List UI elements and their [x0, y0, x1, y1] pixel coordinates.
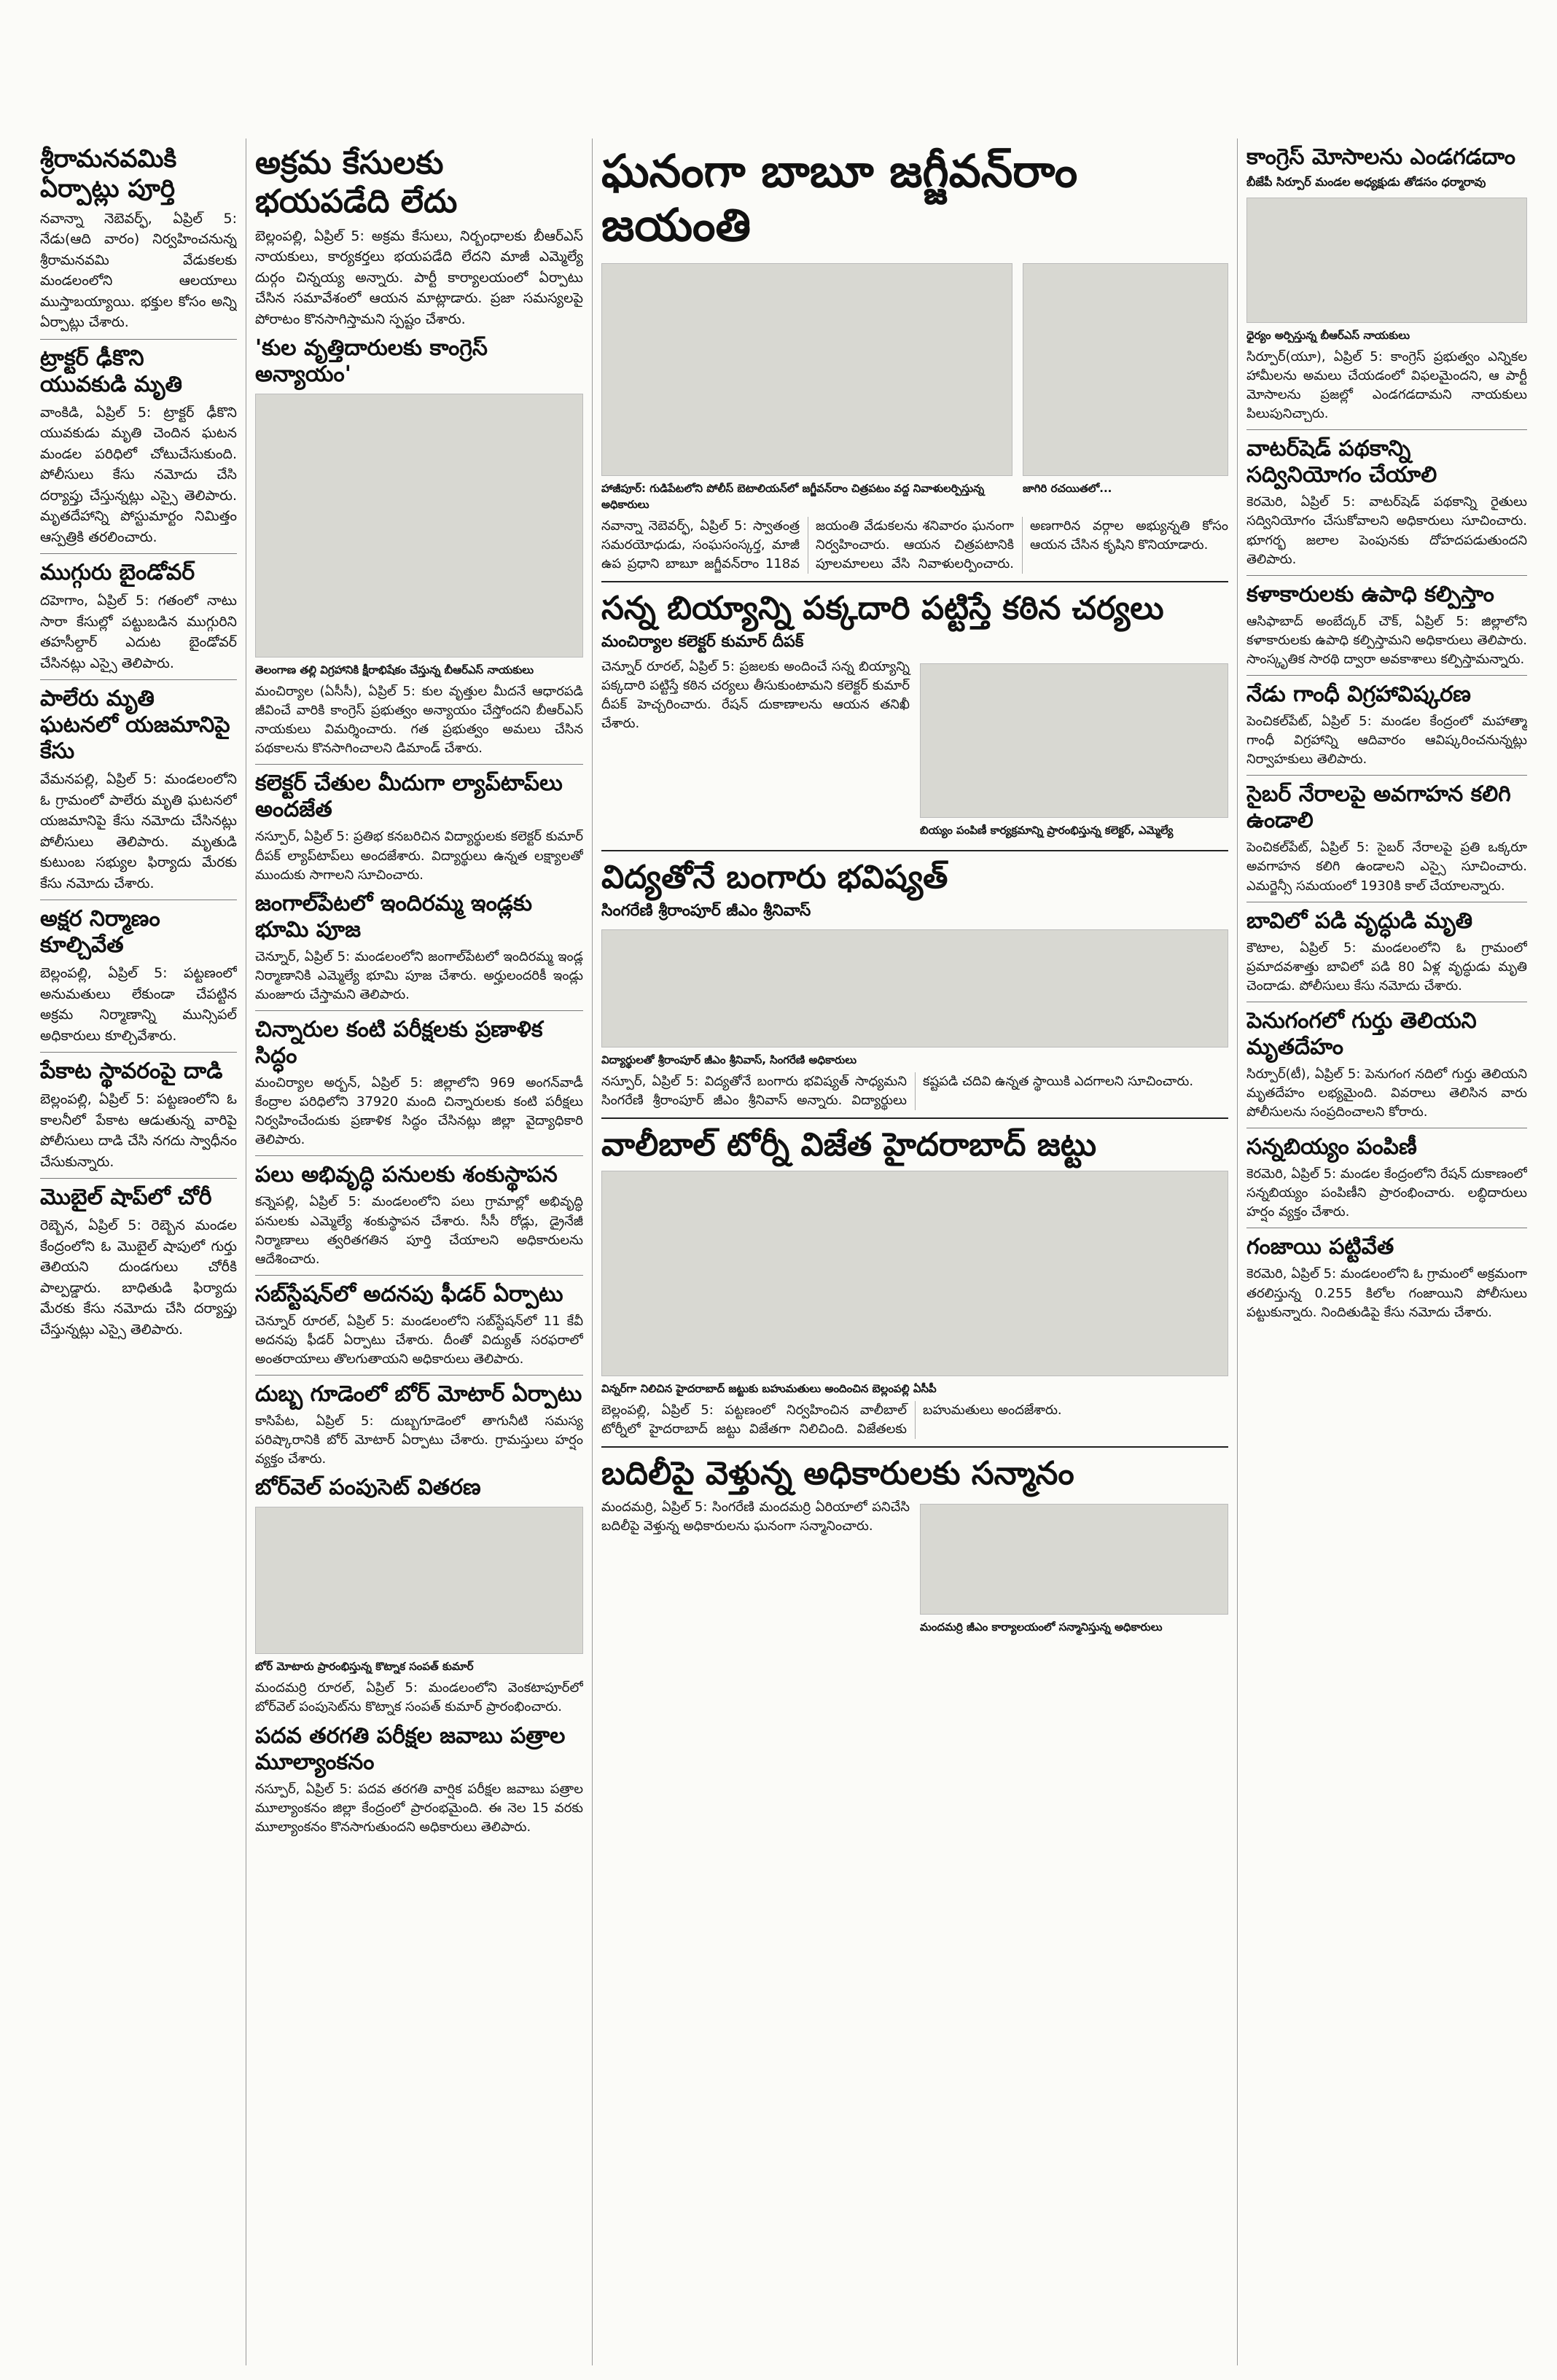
article-text: బెల్లంపల్లి, ఏప్రిల్ 5: పట్టణంలోని ఓ కాలనీలో పేకాట ఆడుతున్న వారిపై పోలీసులు దాడి చేసి నగదు స్వాధీనం చేసుకున్నారు.: [40, 1091, 237, 1170]
divider: [40, 553, 237, 554]
article-text: సిర్పూర్(యూ), ఏప్రిల్ 5: కాంగ్రెస్ ప్రభుత్వం ఎన్నికల హామీలను అమలు చేయడంలో విఫలమైందని, ఆ పార్టీ మోసాలను ప్రజల్లో ఎండగడదామని నాయకులు పిలుపునిచ్చారు.: [1246, 349, 1527, 422]
headline: కళాకారులకు ఉపాధి కల్పిస్తాం: [1246, 581, 1494, 607]
article-text: కౌటాల, ఏప్రిల్ 5: మండలంలోని ఓ గ్రామంలో ప్రమాదవశాత్తు బావిలో పడి 80 ఏళ్ల వృద్ధుడు మృతి చెందాడు. పోలీసులు కేసు నమోదు చేశారు.: [1246, 940, 1527, 994]
divider: [255, 1375, 583, 1376]
headline: జంగాల్‌పేటలో ఇందిరమ్మ ఇండ్లకు భూమి పూజ: [255, 890, 533, 943]
news-photo: [920, 663, 1228, 818]
divider: [255, 1275, 583, 1276]
photo-caption: బోర్ మోటారు ప్రారంభిస్తున్న కొట్నాక సంపత్ కుమార్: [255, 1660, 474, 1674]
photo-caption: బియ్యం పంపిణీ కార్యక్రమాన్ని ప్రారంభిస్తున్న కలెక్టర్, ఎమ్మెల్యే: [920, 823, 1174, 837]
photo-block: [920, 1498, 1228, 1639]
headline: విద్యతోనే బంగారు భవిష్యత్: [601, 858, 948, 896]
headline: పేకాట స్థావరంపై దాడి: [40, 1058, 223, 1085]
article-text: కాసిపేట, ఏప్రిల్ 5: దుబ్బగూడెంలో తాగునీటి సమస్య పరిష్కారానికి బోర్ మోటార్ ఏర్పాటు చేశారు. గ్రామస్తులు హర్షం వ్యక్తం చేశారు.: [255, 1413, 583, 1467]
article-text: సిర్పూర్(టీ), ఏప్రిల్ 5: పెనుగంగ నదిలో గుర్తు తెలియని మృతదేహం లభ్యమైంది. వివరాలు తెలిసిన వారు పోలీసులను సంప్రదించాలని కోరారు.: [1246, 1066, 1527, 1120]
divider: [601, 1117, 1228, 1119]
column-4: [1246, 138, 1527, 2365]
headline: అక్రమ కేసులకు భయపడేది లేదు: [255, 144, 458, 220]
photo-caption: హాజీపూర్: గుడిపేటలోని పోలీస్ బెటాలియన్‌లో జగ్జీవన్‌రాం చిత్రపటం వద్ద నివాళులర్పిస్తున్న అధికారులు: [601, 481, 985, 511]
byline: సింగరేణి శ్రీరాంపూర్ జీఎం శ్రీనివాస్: [601, 901, 811, 920]
article-text: దహెగాం, ఏప్రిల్ 5: గతంలో నాటు సారా కేసుల్లో పట్టుబడిన ముగ్గురిని తహసీల్దార్ ఎదుట బైండోవర్ చేసినట్లు ఎస్సై తెలిపారు.: [40, 593, 237, 671]
divider: [40, 339, 237, 340]
news-photo: [255, 1507, 583, 1654]
divider: [1246, 775, 1527, 776]
news-photo: [1246, 198, 1527, 323]
article-text: వాంకిడి, ఏప్రిల్ 5: ట్రాక్టర్ ఢీకొని యువకుడు మృతి చెందిన ఘటన మండల పరిధిలో చోటుచేసుకుంది. పోలీసులు కేసు నమోదు చేసి దర్యాప్తు చేస్తున్నట్లు ఎస్సై తెలిపారు. మృతదేహాన్ని పోస్టుమార్టం నిమిత్తం ఆస్పత్రికి తరలించారు.: [40, 404, 237, 545]
article-text: వేమనపల్లి, ఏప్రిల్ 5: మండలంలోని ఓ గ్రామంలో పాలేరు మృతి ఘటనలో యజమానిపై కేసు నమోదు చేసినట్లు పోలీసులు తెలిపారు. మృతుడి కుటుంబ సభ్యుల ఫిర్యాదు మేరకు కేసు నమోదు చేశారు.: [40, 771, 237, 891]
headline: ట్రాక్టర్ ఢీకొని యువకుడి మృతి: [40, 345, 183, 397]
article-text: నస్పూర్, ఏప్రిల్ 5: ప్రతిభ కనబరిచిన విద్యార్థులకు కలెక్టర్ కుమార్ దీపక్ ల్యాప్‌టాప్‌లు అందజేశారు. విద్యార్థులు ఉన్నత లక్ష్యాలతో ముందుకు సాగాలని సూచించారు.: [255, 829, 583, 883]
article-columns: [601, 1072, 1228, 1110]
headline: సన్న బియ్యాన్ని పక్కదారి పట్టిస్తే కఠిన చర్యలు: [601, 590, 1164, 628]
photo-caption: తెలంగాణ తల్లి విగ్రహానికి క్షీరాభిషేకం చేస్తున్న బీఆర్ఎస్ నాయకులు: [255, 663, 534, 677]
headline: గంజాయి పట్టివేత: [1246, 1234, 1394, 1260]
article-row: [601, 658, 1228, 843]
article-text: మంచిర్యాల అర్బన్, ఏప్రిల్ 5: జిల్లాలోని 969 అంగన్‌వాడీ కేంద్రాల పరిధిలోని 37920 మంది చిన్నారులకు కంటి పరీక్షలు నిర్వహించేందుకు ప్రణాళిక సిద్ధం చేసినట్లు జిల్లా వైద్యాధికారి తెలిపారు.: [255, 1075, 583, 1148]
photo-block: [601, 257, 1012, 517]
photo-block: [920, 658, 1228, 843]
headline: పదవ తరగతి పరీక్షల జవాబు పత్రాల మూల్యాంకనం: [255, 1722, 566, 1775]
article-text: నవాన్నా నెబెవర్ఫ్, ఏప్రిల్ 5: స్వాతంత్ర సమరయోధుడు, సంఘసంస్కర్త, మాజీ ఉప ప్రధాని బాబూ జగ్జీవన్‌రాం 118వ జయంతి వేడుకలను శనివారం ఘనంగా నిర్వహించారు. ఆయన చిత్రపటానికి పూలమాలలు వేసి నివాళులర్పించారు. అణగారిన వర్గాల అభ్యున్నతి కోసం ఆయన చేసిన కృషిని కొనియాడారు.: [601, 518, 1228, 571]
article-text: నస్పూర్, ఏప్రిల్ 5: పదవ తరగతి వార్షిక పరీక్షల జవాబు పత్రాల మూల్యాంకనం జిల్లా కేంద్రంలో ప్రారంభమైంది. ఈ నెల 15 వరకు మూల్యాంకనం కొనసాగుతుందని అధికారులు తెలిపారు.: [255, 1781, 583, 1835]
headline: బావిలో పడి వృద్ధుడి మృతి: [1246, 908, 1473, 934]
divider: [255, 1155, 583, 1156]
divider: [1246, 575, 1527, 576]
article-text: కెరమెరి, ఏప్రిల్ 5: మండల కేంద్రంలోని రేషన్ దుకాణంలో సన్నబియ్యం పంపిణీని ప్రారంభించారు. లబ్ధిదారులు హర్షం వ్యక్తం చేశారు.: [1246, 1166, 1527, 1220]
photo-caption: విద్యార్థులతో శ్రీరాంపూర్ జీఎం శ్రీనివాస్, సింగరేణి అధికారులు: [601, 1053, 857, 1066]
article-text: మందమర్రి రూరల్, ఏప్రిల్ 5: మండలంలోని వెంకటాపూర్‌లో బోర్‌వెల్ పంపుసెట్‌ను కొట్నాక సంపత్ కుమార్ ప్రారంభించారు.: [255, 1680, 583, 1715]
divider: [255, 1010, 583, 1011]
news-photo: [920, 1504, 1228, 1615]
subheadline: 'కుల వృత్తిదారులకు కాంగ్రెస్ అన్యాయం': [255, 335, 488, 388]
divider: [40, 679, 237, 680]
headline: శ్రీరామనవమికి ఏర్పాట్లు పూర్తి: [40, 144, 177, 203]
headline: పెనుగంగలో గుర్తు తెలియని మృతదేహం: [1246, 1007, 1477, 1060]
article-text: పెంచికల్‌పేట్, ఏప్రిల్ 5: మండల కేంద్రంలో మహాత్మా గాంధీ విగ్రహాన్ని ఆదివారం ఆవిష్కరించనున్నట్లు నిర్వాహకులు తెలిపారు.: [1246, 714, 1527, 768]
headline: నేడు గాంధీ విగ్రహావిష్కరణ: [1246, 682, 1471, 708]
divider: [601, 850, 1228, 851]
article-text: పెంచికల్‌పేట్, ఏప్రిల్ 5: సైబర్ నేరాలపై ప్రతి ఒక్కరూ అవగాహన కలిగి ఉండాలని ఎస్సై సూచించారు. ఎమర్జెన్సీ సమయంలో 1930కి కాల్ చేయాలన్నారు.: [1246, 840, 1527, 894]
headline: వాటర్‌షెడ్ పథకాన్ని సద్వినియోగం చేయాలి: [1246, 436, 1437, 488]
subheadline: బోర్‌వెల్ పంపుసెట్ వితరణ: [255, 1475, 481, 1501]
article-text: బెల్లంపల్లి, ఏప్రిల్ 5: పట్టణంలో నిర్వహించిన వాలీబాల్ టోర్నీలో హైదరాబాద్ జట్టు విజేతగా నిలిచింది. విజేతలకు బహుమతులు అందజేశారు.: [601, 1402, 1062, 1437]
headline: పాలేరు మృతి ఘటనలో యజమానిపై కేసు: [40, 686, 230, 765]
byline: బీజేపీ సిర్పూర్ మండల అధ్యక్షుడు తోడసం ధర్మారావు: [1246, 175, 1486, 189]
article-row: [601, 1498, 1228, 1639]
photo-caption: మందమర్రి జీఎం కార్యాలయంలో సన్మానిస్తున్న అధికారులు: [920, 1620, 1163, 1634]
news-photo: [255, 394, 583, 658]
lead-headline: ఘనంగా బాబూ జగ్జీవన్‌రాం జయంతి: [601, 144, 1078, 252]
divider: [601, 1446, 1228, 1448]
divider: [1246, 429, 1527, 430]
article-text: ఆసిఫాబాద్ అంబేద్కర్ చౌక్, ఏప్రిల్ 5: జిల్లాలోని కళాకారులకు ఉపాధి కల్పిస్తామని అధికారులు తెలిపారు. సాంస్కృతిక సారథి ద్వారా అవకాశాలు కల్పిస్తామన్నారు.: [1246, 613, 1527, 667]
article-text: బెల్లంపల్లి, ఏప్రిల్ 5: అక్రమ కేసులు, నిర్బంధాలకు బీఆర్ఎస్ నాయకులు, కార్యకర్తలు భయపడేది లేదని మాజీ ఎమ్మెల్యే దుర్గం చిన్నయ్య అన్నారు. పార్టీ కార్యాలయంలో ఏర్పాటు చేసిన సమావేశంలో ఆయన మాట్లాడారు. ప్రజా సమస్యలపై పోరాటం కొనసాగిస్తామని స్పష్టం చేశారు.: [255, 227, 583, 327]
column-3: [601, 138, 1228, 2365]
headline: సైబర్ నేరాలపై అవగాహన కలిగి ఉండాలి: [1246, 781, 1511, 834]
news-photo: [601, 263, 1012, 476]
article-text: నవాన్నా నెబెవర్ఫ్, ఏప్రిల్ 5: నేడు(ఆది వారం) నిర్వహించనున్న శ్రీరామనవమి వేడుకలకు మండలంలోని ఆలయాలు ముస్తాబయ్యాయి. భక్తుల కోసం అన్ని ఏర్పాట్లు చేశారు.: [40, 210, 237, 331]
article-text: కెరమెరి, ఏప్రిల్ 5: మండలంలోని ఓ గ్రామంలో అక్రమంగా తరలిస్తున్న 0.255 కిలోల గంజాయిని పోలీసులు పట్టుకున్నారు. నిందితుడిపై కేసు నమోదు చేశారు.: [1246, 1266, 1527, 1320]
article-text: చెన్నూర్ రూరల్, ఏప్రిల్ 5: ప్రజలకు అందించే సన్న బియ్యాన్ని పక్కదారి పట్టిస్తే కఠిన చర్యలు తీసుకుంటామని కలెక్టర్ కుమార్ దీపక్ హెచ్చరించారు. రేషన్ దుకాణాలను ఆయన తనిఖీ చేశారు.: [601, 658, 910, 732]
text-block: [601, 658, 910, 843]
article-text: బెల్లంపల్లి, ఏప్రిల్ 5: పట్టణంలో అనుమతులు లేకుండా చేపట్టిన అక్రమ నిర్మాణాన్ని మున్సిపల్ అధికారులు కూల్చివేశారు.: [40, 965, 237, 1044]
headline: కాంగ్రెస్ మోసాలను ఎండగడదాం: [1246, 144, 1515, 170]
article-columns: [601, 517, 1228, 574]
headline: బదిలీపై వెళ్తున్న అధికారులకు సన్మానం: [601, 1454, 1074, 1492]
photo-row: [601, 257, 1228, 517]
column-rule: [1237, 138, 1238, 2365]
news-photo: [601, 1171, 1228, 1376]
article-text: మంచిర్యాల (ఏసీసీ), ఏప్రిల్ 5: కుల వృత్తుల మీదనే ఆధారపడి జీవించే వారికి కాంగ్రెస్ ప్రభుత్వం అన్యాయం చేస్తోందని బీఆర్ఎస్ నాయకులు విమర్శించారు. గత ప్రభుత్వం అమలు చేసిన పథకాలను కొనసాగించాలని డిమాండ్ చేశారు.: [255, 684, 583, 757]
news-photo: [601, 929, 1228, 1047]
column-rule: [592, 138, 593, 2365]
article-text: కెరమెరి, ఏప్రిల్ 5: వాటర్‌షెడ్ పథకాన్ని రైతులు సద్వినియోగం చేసుకోవాలని అధికారులు సూచించారు. భూగర్భ జలాల పెంపునకు దోహదపడుతుందని తెలిపారు.: [1246, 494, 1527, 567]
article-text: చెన్నూర్ రూరల్, ఏప్రిల్ 5: మండలంలోని సబ్‌స్టేషన్‌లో 11 కేవీ అదనపు ఫీడర్ ఏర్పాటు చేశారు. దీంతో విద్యుత్ సరఫరాలో అంతరాయాలు తొలగుతాయని అధికారులు తెలిపారు.: [255, 1313, 583, 1367]
photo-caption: ధైర్యం అర్పిస్తున్న బీఆర్ఎస్ నాయకులు: [1246, 329, 1410, 342]
photo-caption: జాగిరి రచయితలో...: [1023, 481, 1112, 495]
divider: [255, 764, 583, 765]
headline: పలు అభివృద్ధి పనులకు శంకుస్థాపన: [255, 1162, 558, 1188]
article-text: మందమర్రి, ఏప్రిల్ 5: సింగరేణి మందమర్రి ఏరియాలో పనిచేసి బదిలీపై వెళ్తున్న అధికారులను ఘనంగా సన్మానించారు.: [601, 1499, 910, 1534]
photo-caption: విన్నర్‌గా నిలిచిన హైదరాబాద్ జట్టుకు బహుమతులు అందించిన బెల్లంపల్లి ఏసీపీ: [601, 1381, 937, 1395]
headline: సబ్‌స్టేషన్‌లో అదనపు ఫీడర్ ఏర్పాటు: [255, 1281, 563, 1307]
headline: దుబ్బ గూడెంలో బోర్ మోటార్ ఏర్పాటు: [255, 1381, 582, 1408]
divider: [601, 581, 1228, 582]
headline: చిన్నారుల కంటి పరీక్షలకు ప్రణాళిక సిద్ధం: [255, 1017, 543, 1069]
article-columns: [601, 1401, 1228, 1439]
byline: మంచిర్యాల కలెక్టర్ కుమార్ దీపక్: [601, 632, 804, 651]
article-text: చెన్నూర్, ఏప్రిల్ 5: మండలంలోని జంగాల్‌పేటలో ఇందిరమ్మ ఇండ్ల నిర్మాణానికి ఎమ్మెల్యే భూమి పూజ చేశారు. అర్హులందరికీ ఇండ్లు మంజూరు చేస్తామని తెలిపారు.: [255, 948, 583, 1002]
divider: [1246, 675, 1527, 676]
divider: [40, 1178, 237, 1179]
photo-block: [1023, 257, 1228, 517]
headline: వాలీబాల్ టోర్నీ విజేత హైదరాబాద్ జట్టు: [601, 1125, 1097, 1163]
column-2: [255, 138, 583, 2365]
headline: అక్షర నిర్మాణం కూల్చివేత: [40, 906, 160, 959]
text-block: [601, 1498, 910, 1639]
headline: కలెక్టర్ చేతుల మీదుగా ల్యాప్‌టాప్‌లు అందజేత: [255, 770, 563, 823]
divider: [40, 1052, 237, 1053]
article-text: నస్పూర్, ఏప్రిల్ 5: విద్యతోనే బంగారు భవిష్యత్ సాధ్యమని సింగరేణి శ్రీరాంపూర్ జీఎం శ్రీనివాస్ అన్నారు. విద్యార్థులు కష్టపడి చదివి ఉన్నత స్థాయికి ఎదగాలని సూచించారు.: [601, 1073, 1194, 1108]
article-text: కన్నెపల్లి, ఏప్రిల్ 5: మండలంలోని పలు గ్రామాల్లో అభివృద్ధి పనులకు ఎమ్మెల్యే శంకుస్థాపన చేశారు. సీసీ రోడ్లు, డ్రైనేజీ నిర్మాణాలు త్వరితగతిన పూర్తి చేయాలని అధికారులను ఆదేశించారు.: [255, 1194, 583, 1267]
headline: మొబైల్ షాప్‌లో చోరీ: [40, 1185, 212, 1211]
headline: సన్నబియ్యం పంపిణీ: [1246, 1134, 1417, 1160]
article-text: రెబ్బెన, ఏప్రిల్ 5: రెబ్బెన మండల కేంద్రంలోని ఓ మొబైల్ షాపులో గుర్తు తెలియని దుండగులు చోరీకి పాల్పడ్డారు. బాధితుడి ఫిర్యాదు మేరకు కేసు నమోదు చేసి దర్యాప్తు చేస్తున్నట్లు ఎస్సై తెలిపారు.: [40, 1217, 237, 1338]
column-1: [40, 138, 237, 2365]
headline: ముగ్గురు బైండోవర్: [40, 560, 195, 586]
news-photo: [1023, 263, 1228, 476]
